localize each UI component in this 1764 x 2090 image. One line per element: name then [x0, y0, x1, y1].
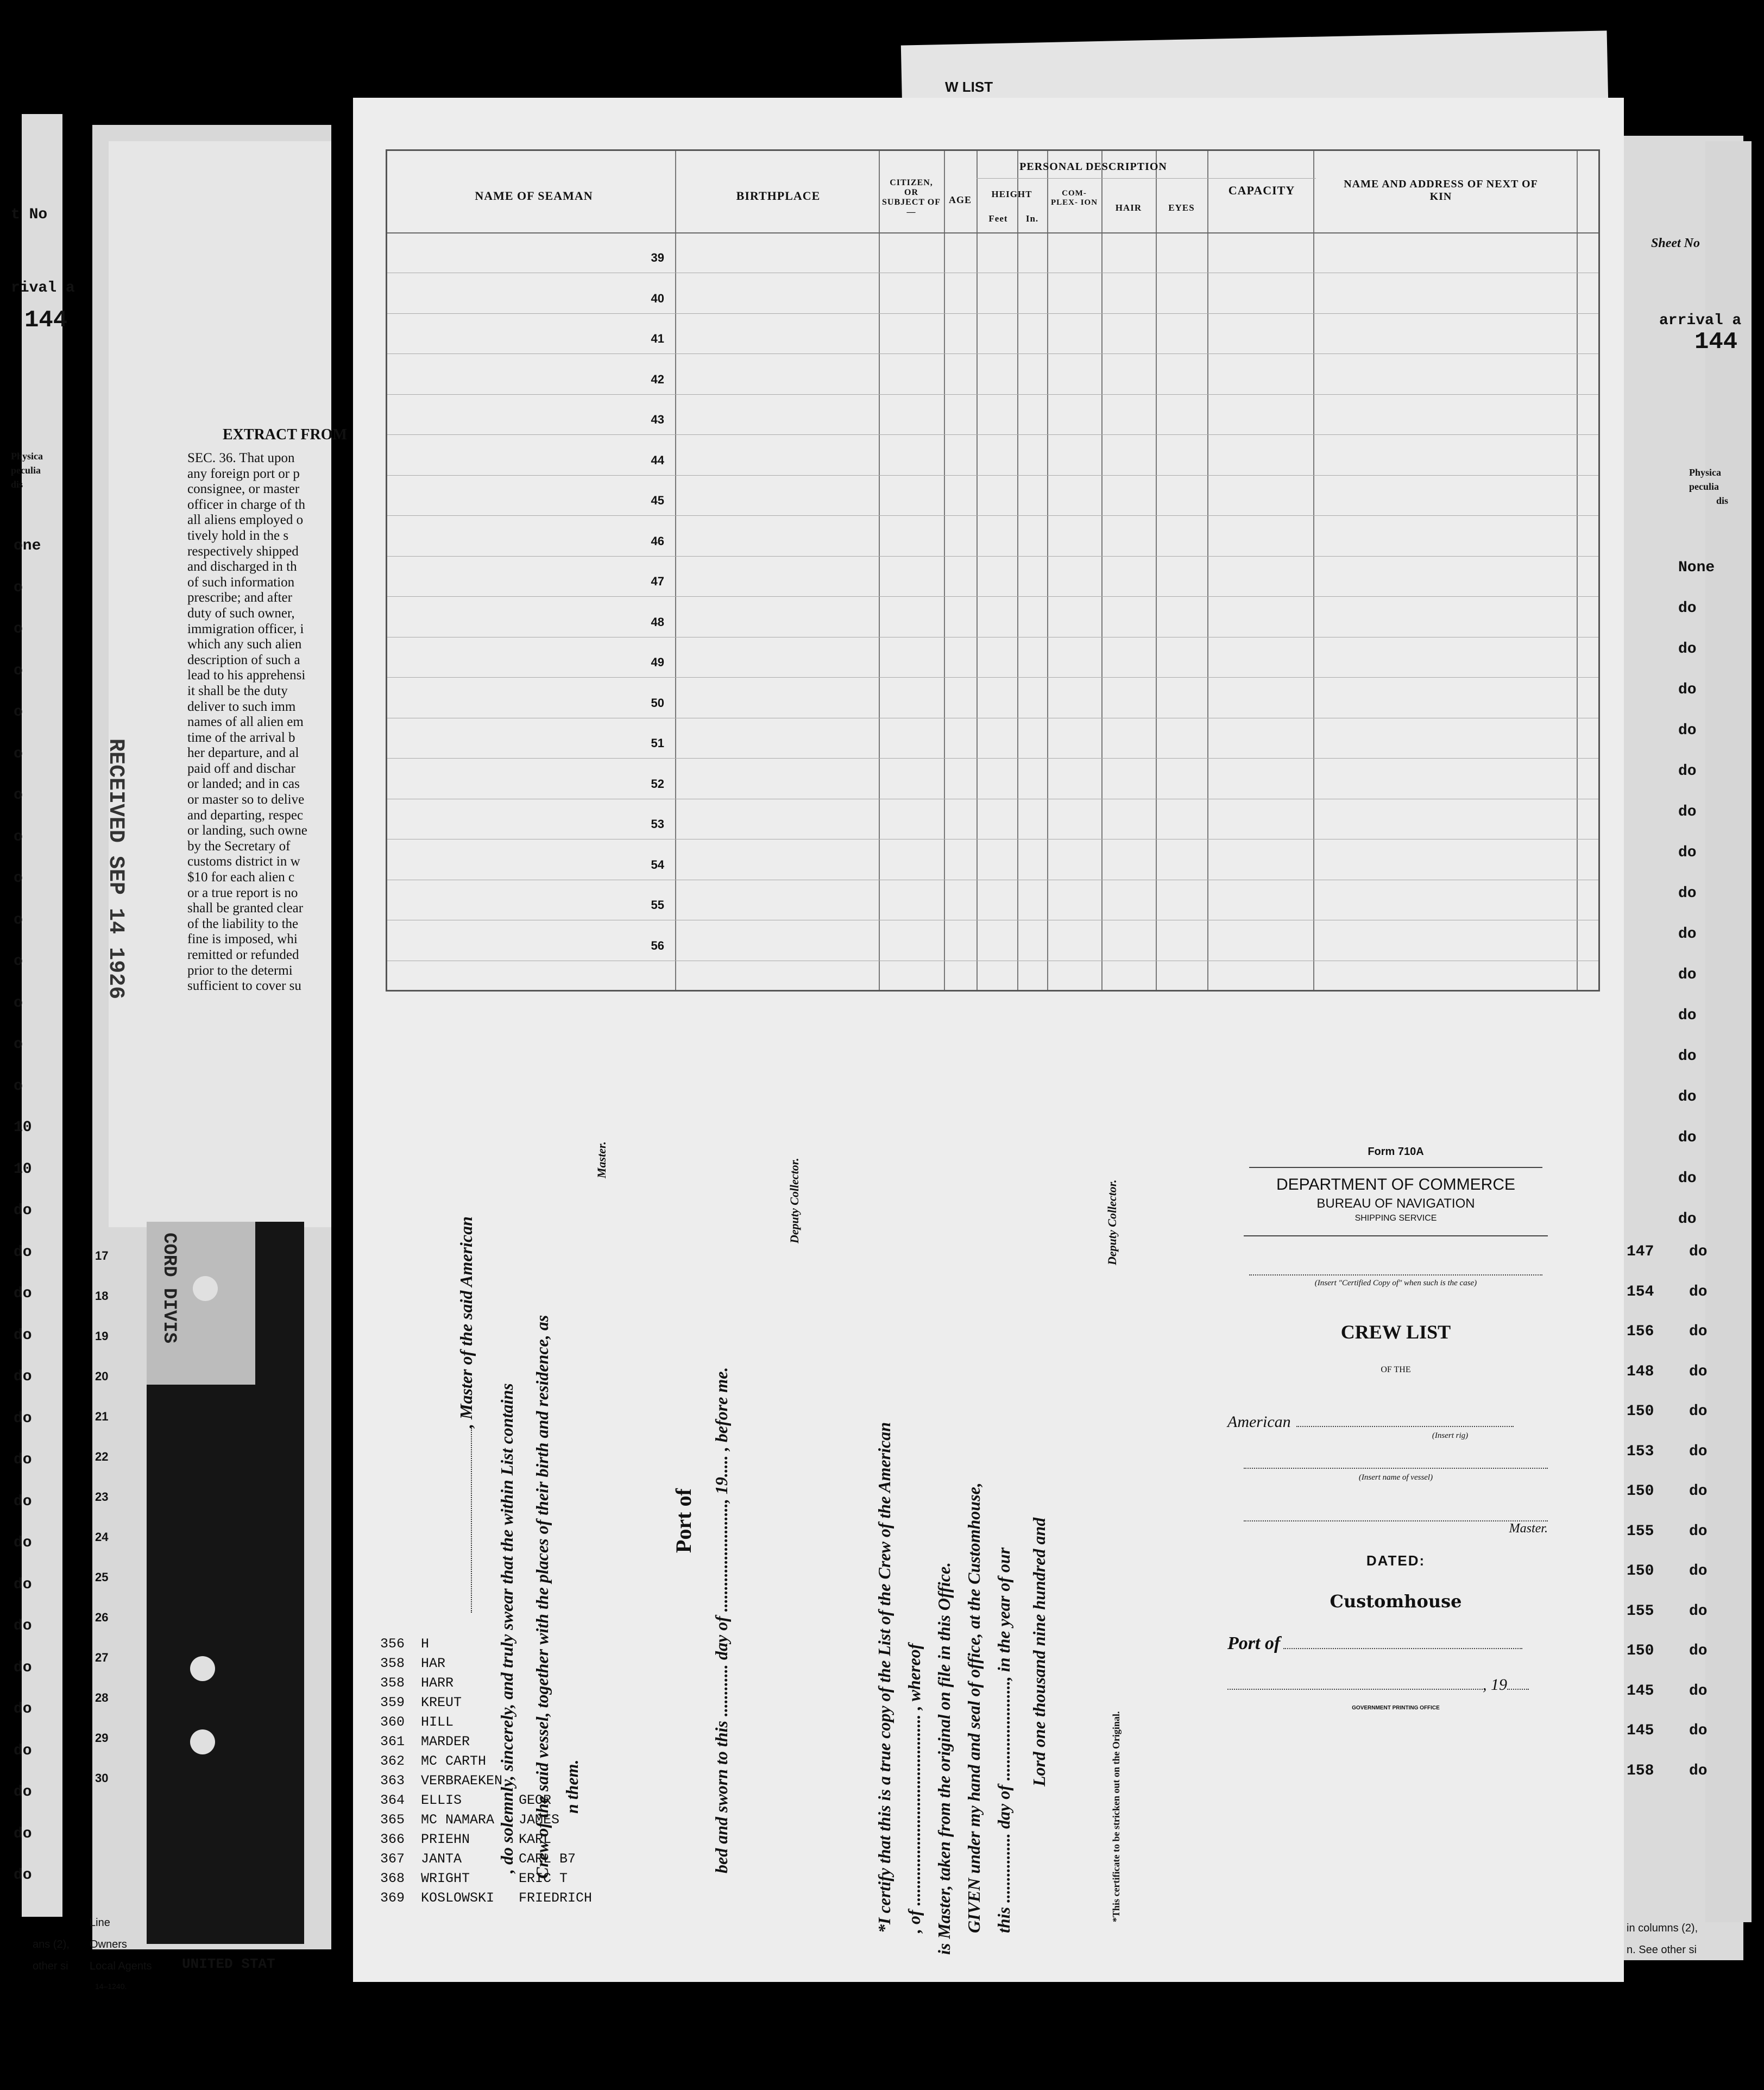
- cert-line5: this ................ day of ......................., in the year of our: [994, 1547, 1013, 1933]
- right-physical-value: do: [1678, 1089, 1697, 1106]
- left-physical-value: o: [14, 870, 23, 887]
- right-height-value: 155: [1627, 1523, 1654, 1540]
- extract-body: SEC. 36. That upon any foreign port or p consignee, or master officer in charge of th all aliens employed o tively hold in the s respectively shipped and discharged in th of such information prescribe; and after duty of such owner, immigration officer, i which any such alien description of such a lead to his apprehensi it shall be the duty deliver to such imm names of all alien em time of the arrival b her departure, and al paid off and dischar or landed; and in cas or master so to delive and departing, respec or landing, such owne by the Secretary of customs district in w $10 for each alien c or a true report is no shall be granted clear of the liability to the fine is imposed, whi remitted or refunded prior to the determi sufficient to cover su: [187, 451, 307, 994]
- col-divider: [944, 151, 945, 990]
- right-height-value: 147: [1627, 1243, 1654, 1260]
- row-number: 52: [651, 776, 664, 791]
- right-physical-value: do: [1678, 600, 1697, 617]
- row-line: [387, 434, 1598, 435]
- right-height-do: do: [1689, 1563, 1708, 1580]
- col-divider: [976, 151, 978, 990]
- row-line: [387, 313, 1598, 314]
- right-footer-note: n. See other si: [1627, 1944, 1697, 1956]
- right-height-do: do: [1689, 1602, 1708, 1620]
- left-physical-value: o: [14, 953, 23, 970]
- left-row-number: 18: [95, 1289, 109, 1303]
- oath-line4: n them.: [562, 1759, 582, 1814]
- row-number: 47: [651, 574, 664, 588]
- vessel-name-field: [1244, 1468, 1548, 1469]
- footer-owners-label: Owners: [90, 1939, 127, 1950]
- left-physical-value: do: [14, 1576, 32, 1593]
- footer-line-label: Line: [90, 1917, 110, 1929]
- left-physical-value: do: [14, 1202, 32, 1219]
- right-height-do: do: [1689, 1523, 1708, 1540]
- row-line: [387, 758, 1598, 759]
- left-row-number: 26: [95, 1611, 109, 1624]
- left-physical-value: do: [14, 1867, 32, 1884]
- row-line: [387, 475, 1598, 476]
- right-height-value: 148: [1627, 1363, 1654, 1380]
- printer-note: GOVERNMENT PRINTING OFFICE: [1352, 1705, 1440, 1711]
- right-height-do: do: [1689, 1243, 1708, 1260]
- row-line: [387, 596, 1598, 597]
- header-eyes: EYES: [1168, 203, 1195, 213]
- right-physical-value: do: [1678, 722, 1697, 739]
- row-line: [387, 556, 1598, 557]
- left-physical-value: do: [14, 1285, 32, 1302]
- right-arrival-label: arrival a: [1659, 312, 1742, 329]
- right-height-value: 155: [1627, 1602, 1654, 1620]
- row-number: 44: [651, 453, 664, 467]
- right-physical-value: do: [1678, 763, 1697, 780]
- row-line: [387, 515, 1598, 516]
- left-sheet-no: t No: [11, 206, 48, 223]
- right-physical-header: peculia: [1689, 481, 1719, 492]
- row-number: 49: [651, 655, 664, 669]
- header-divider: [387, 232, 1598, 233]
- cert-footnote: *This certificate to be stricken out on the Original.: [1111, 1711, 1122, 1922]
- row-number: 51: [651, 736, 664, 750]
- left-physical-value: o: [14, 745, 23, 762]
- right-height-value: 150: [1627, 1403, 1654, 1420]
- left-physical-value: o: [14, 704, 23, 721]
- header-personal-description: PERSONAL DESCRIPTION: [1019, 161, 1167, 173]
- oath-line2: , do solemnly, sincerely, and truly swear that the within List contains: [497, 1383, 516, 1873]
- header-height: HEIGHT: [991, 189, 1032, 199]
- header-name: NAME OF SEAMAN: [475, 189, 593, 203]
- left-physical-header: Physica: [11, 451, 43, 462]
- certified-line: [1249, 1274, 1542, 1276]
- row-number: 48: [651, 615, 664, 629]
- header-next-of-kin: NAME AND ADDRESS OF NEXT OF KIN: [1344, 178, 1538, 203]
- extract-title: EXTRACT FROM: [223, 426, 347, 443]
- american-rig-row: American: [1227, 1413, 1564, 1431]
- left-row-number: 29: [95, 1731, 109, 1745]
- right-height-do: do: [1689, 1323, 1708, 1340]
- left-row-number: 17: [95, 1249, 109, 1262]
- left-physical-value: o: [14, 787, 23, 804]
- header-capacity: CAPACITY: [1228, 184, 1295, 197]
- header-age: AGE: [948, 194, 972, 205]
- right-physical-value: do: [1678, 681, 1697, 698]
- right-physical-value: do: [1678, 1129, 1697, 1146]
- col-divider: [675, 151, 676, 990]
- cert-line4: GIVEN under my hand and seal of office, at the Customhouse,: [964, 1482, 984, 1933]
- row-line: [387, 394, 1598, 395]
- left-physical-value: do: [14, 1327, 32, 1344]
- rule: [1249, 1166, 1542, 1168]
- right-sheet-no: Sheet No: [1651, 236, 1700, 250]
- left-physical-value: do: [14, 1618, 32, 1634]
- right-physical-value: do: [1678, 844, 1697, 861]
- left-physical-value: o: [14, 662, 23, 679]
- left-physical-value: one: [14, 538, 41, 554]
- right-height-value: 153: [1627, 1443, 1654, 1460]
- crew-list-tab: W LIST: [945, 79, 993, 95]
- punch-hole: [190, 1656, 215, 1681]
- row-number: 55: [651, 898, 664, 912]
- tape-label-text: CORD DIVIS: [159, 1233, 179, 1344]
- left-physical-value: o: [14, 1077, 23, 1095]
- left-physical-value: do: [14, 1825, 32, 1842]
- left-physical-value: 10: [14, 1119, 32, 1136]
- header-subline: [976, 178, 1316, 179]
- left-physical-value: 10: [14, 1160, 32, 1178]
- insert-vessel-note: (Insert name of vessel): [1358, 1473, 1433, 1482]
- left-arrival-number: 144: [24, 307, 68, 334]
- left-row-number: 23: [95, 1490, 109, 1504]
- right-height-do: do: [1689, 1283, 1708, 1300]
- left-row-number: 24: [95, 1530, 109, 1544]
- col-divider: [1313, 151, 1314, 990]
- header-complexion: COM- PLEX- ION: [1050, 189, 1098, 207]
- right-footer-note: in columns (2),: [1627, 1922, 1698, 1934]
- col-divider: [1017, 151, 1018, 990]
- left-row-number: 21: [95, 1410, 109, 1423]
- left-arrival-label: rival a: [11, 280, 75, 296]
- right-arrival-number: 144: [1694, 329, 1738, 356]
- form-number: Form 710A: [1368, 1146, 1424, 1158]
- oath-line3: Crew of the said vessel, together with the places of their birth and residence, as: [532, 1315, 552, 1879]
- right-physical-header: dis: [1716, 495, 1729, 506]
- row-number: 41: [651, 332, 664, 345]
- left-row-number: 20: [95, 1369, 109, 1383]
- col-divider: [1577, 151, 1578, 990]
- col-divider: [1207, 151, 1208, 990]
- left-physical-value: do: [14, 1742, 32, 1759]
- left-physical-value: do: [14, 1784, 32, 1801]
- header-hair: HAIR: [1115, 203, 1142, 213]
- left-physical-value: o: [14, 911, 23, 929]
- left-physical-value: o: [14, 621, 23, 637]
- row-number: 46: [651, 534, 664, 548]
- port-of-row: Port of: [1227, 1633, 1564, 1654]
- col-divider: [1047, 151, 1048, 990]
- row-number: 43: [651, 413, 664, 426]
- rig-field: [1296, 1426, 1514, 1427]
- col-divider: [1101, 151, 1102, 990]
- row-number: 40: [651, 291, 664, 305]
- right-height-value: 150: [1627, 1563, 1654, 1580]
- row-number: 50: [651, 696, 664, 710]
- right-height-do: do: [1689, 1643, 1708, 1659]
- header-citizen: CITIZEN, OR SUBJECT OF—: [882, 178, 941, 217]
- footer-united-states: UNITED STAT: [182, 1956, 275, 1972]
- right-height-do: do: [1689, 1682, 1708, 1700]
- bureau-title: BUREAU OF NAVIGATION: [1316, 1196, 1475, 1211]
- row-number: 56: [651, 938, 664, 952]
- cert-line1: *I certify that this is a true copy of the List of the Crew of the American: [874, 1422, 894, 1933]
- right-physical-value: do: [1678, 967, 1697, 983]
- insert-rig-note: (Insert rig): [1432, 1431, 1469, 1440]
- left-row-number: 25: [95, 1570, 109, 1584]
- right-height-value: 154: [1627, 1283, 1654, 1300]
- left-underlying-sheet: [22, 114, 62, 1917]
- right-height-do: do: [1689, 1762, 1708, 1779]
- footer-agents-label: Local Agents: [90, 1960, 152, 1972]
- oath-line1: , Master of the said American: [456, 1216, 476, 1613]
- row-number: 42: [651, 372, 664, 386]
- oath-deputy-collector: Deputy Collector.: [788, 1158, 801, 1243]
- oath-port-of: Port of: [671, 1488, 696, 1553]
- left-physical-value: o: [14, 579, 23, 596]
- left-row-number: 27: [95, 1651, 109, 1664]
- header-birthplace: BIRTHPLACE: [736, 189, 821, 203]
- right-underlying-sheet: [1705, 141, 1752, 1922]
- master-label: Master.: [1509, 1521, 1548, 1536]
- rule: [1244, 1234, 1548, 1236]
- row-number: 53: [651, 817, 664, 831]
- row-line: [387, 677, 1598, 678]
- left-physical-value: o: [14, 828, 23, 845]
- right-height-value: 145: [1627, 1722, 1654, 1739]
- right-height-do: do: [1689, 1483, 1708, 1500]
- footer-form-code: 14–1240.: [95, 1982, 127, 1991]
- left-physical-value: do: [14, 1410, 32, 1427]
- left-physical-value: do: [14, 1701, 32, 1718]
- row-line: [387, 353, 1598, 354]
- oath-master: Master.: [595, 1141, 608, 1178]
- right-height-do: do: [1689, 1403, 1708, 1420]
- oath-sworn: bed and sworn to this ............ day of ........................., 19..... , before me.: [711, 1367, 731, 1873]
- row-number: 39: [651, 251, 664, 264]
- crew-list-cover: [1227, 1146, 1564, 1711]
- col-divider: [1156, 151, 1157, 990]
- col-divider: [879, 151, 880, 990]
- left-physical-value: o: [14, 994, 23, 1012]
- crew-name-list: 356 H 358 HAR 358 HARR 359 KREUT 360 HILL 361 MARDER 362 MC CARTH 363 VERBRAEKEN 364 ELLIS GEOR 365 MC NAMARA JAMES 366 PRIEHN KARL 367 JANTA CARL B7 368 WRIGHT ERIC T 369 KOSLOWSKI FRIEDRICH: [380, 1636, 593, 1906]
- header-feet: Feet: [988, 213, 1008, 224]
- crew-list-title: CREW LIST: [1340, 1321, 1451, 1343]
- right-height-do: do: [1689, 1722, 1708, 1739]
- left-physical-value: do: [14, 1243, 32, 1261]
- left-physical-value: do: [14, 1451, 32, 1468]
- left-row-number: 19: [95, 1329, 109, 1343]
- right-physical-value: do: [1678, 1048, 1697, 1065]
- date-field: [1227, 1689, 1483, 1690]
- right-physical-value: do: [1678, 885, 1697, 902]
- shipping-service: SHIPPING SERVICE: [1354, 1214, 1437, 1223]
- row-number: 45: [651, 494, 664, 507]
- left-physical-value: o: [14, 1036, 23, 1053]
- right-height-do: do: [1689, 1363, 1708, 1380]
- footer-left-note: other si: [33, 1960, 68, 1972]
- right-physical-value: do: [1678, 926, 1697, 943]
- left-physical-value: do: [14, 1368, 32, 1385]
- department-title: DEPARTMENT OF COMMERCE: [1276, 1176, 1516, 1194]
- blank-line: [460, 1428, 472, 1613]
- right-physical-value: do: [1678, 641, 1697, 658]
- header-inches: In.: [1025, 213, 1039, 224]
- cert-line2: , of ............................................ , whereof: [904, 1643, 924, 1933]
- left-physical-value: do: [14, 1535, 32, 1551]
- right-physical-value: do: [1678, 1170, 1697, 1187]
- right-physical-value: do: [1678, 1007, 1697, 1024]
- customhouse-label: Customhouse: [1330, 1591, 1462, 1612]
- punch-hole: [193, 1276, 218, 1301]
- right-physical-value: do: [1678, 804, 1697, 820]
- left-row-number: 28: [95, 1691, 109, 1704]
- of-the-label: OF THE: [1381, 1365, 1411, 1374]
- left-physical-header: peculia: [11, 465, 41, 476]
- dated-label: DATED:: [1366, 1552, 1426, 1569]
- punch-hole: [190, 1729, 215, 1754]
- right-height-value: 150: [1627, 1643, 1654, 1659]
- insert-certified-note: (Insert "Certified Copy of" when such is the case): [1314, 1279, 1477, 1287]
- right-physical-value: do: [1678, 1211, 1697, 1228]
- left-physical-value: do: [14, 1493, 32, 1510]
- left-physical-header: dis: [11, 479, 23, 490]
- left-row-number: 30: [95, 1771, 109, 1785]
- row-number: 54: [651, 857, 664, 872]
- right-physical-value: None: [1678, 559, 1715, 576]
- right-height-value: 150: [1627, 1483, 1654, 1500]
- right-height-do: do: [1689, 1443, 1708, 1460]
- cert-deputy-collector: Deputy Collector.: [1105, 1179, 1119, 1265]
- port-field: [1283, 1648, 1522, 1649]
- cert-line3: is Master, taken from the original on file in this Office.: [934, 1562, 954, 1955]
- cert-line6: Lord one thousand nine hundred and: [1029, 1517, 1049, 1786]
- footer-left-note: ans (2),: [33, 1939, 70, 1950]
- left-row-number: 22: [95, 1450, 109, 1463]
- received-stamp: RECEIVED SEP 14 1926: [103, 738, 128, 1000]
- left-physical-value: do: [14, 1659, 32, 1676]
- date-row: , 19: [1227, 1676, 1564, 1694]
- right-physical-header: Physica: [1689, 467, 1722, 478]
- crew-table: [386, 149, 1600, 992]
- right-height-value: 156: [1627, 1323, 1654, 1340]
- right-height-value: 145: [1627, 1682, 1654, 1700]
- right-height-value: 158: [1627, 1762, 1654, 1779]
